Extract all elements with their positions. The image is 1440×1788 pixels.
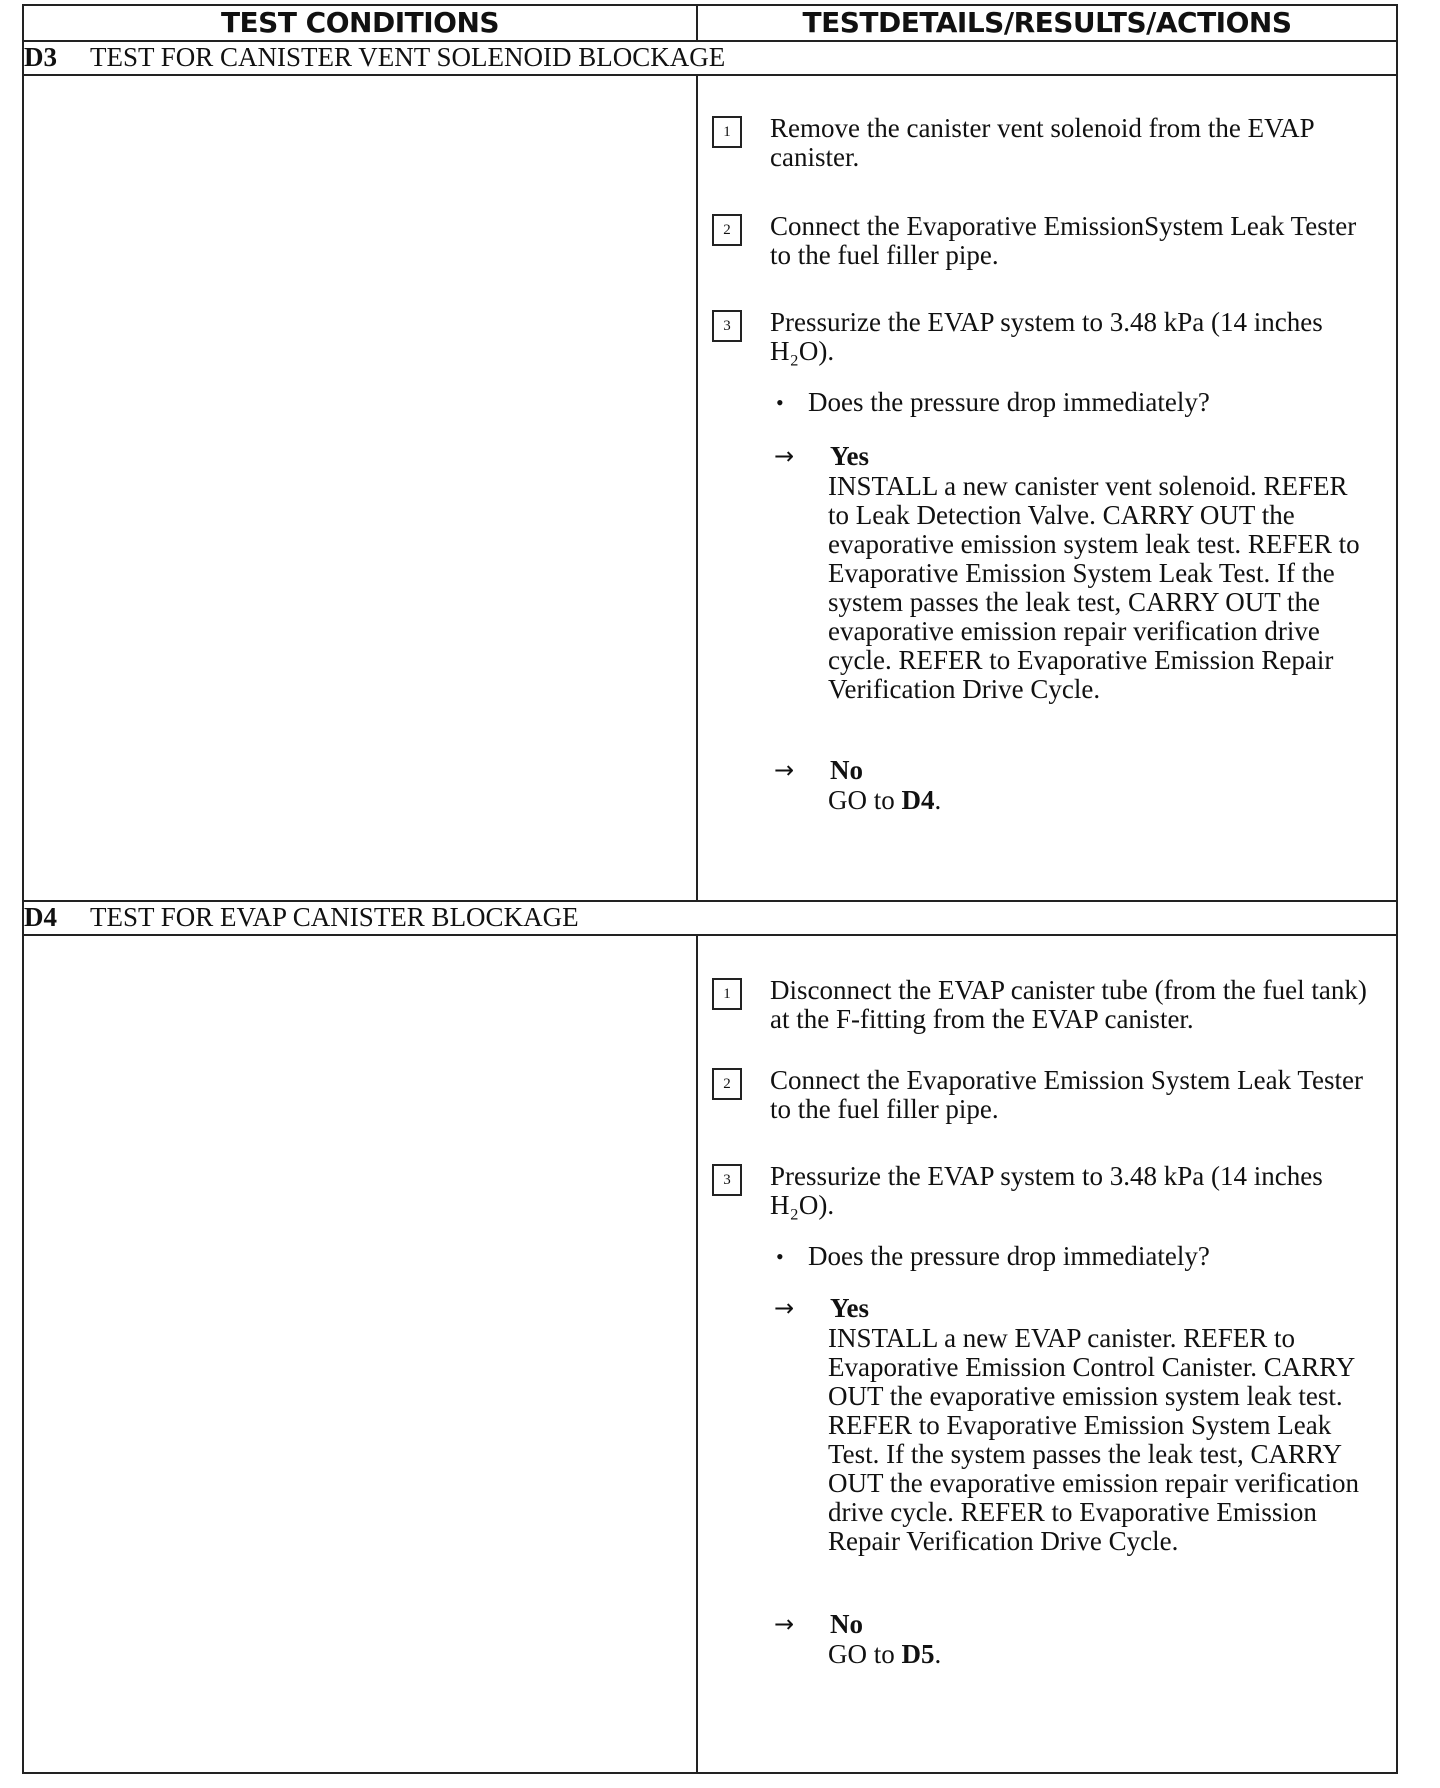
no-suffix: .: [934, 785, 942, 815]
header-test-conditions: TEST CONDITIONS: [23, 5, 697, 41]
step-number-box: 1: [712, 116, 742, 148]
section-header-d4: [23, 901, 1397, 935]
step-text: Disconnect the EVAP canister tube (from the fuel tank) at the F-fitting from the EVAP canister.: [770, 975, 1367, 1034]
section-code: D3: [24, 42, 57, 72]
no-label: No: [830, 755, 863, 785]
question-text: Does the pressure drop immediately?: [808, 387, 1210, 417]
yes-action-text: INSTALL a new canister vent solenoid. REFER to Leak Detection Valve. CARRY OUT the evaporative emission system leak test. REFER to Evaporative Emission System Leak Test. If the system passes the leak test, CARRY OUT the evaporative emission repair verification drive cycle. REFER to Evaporative Emission Repair Verification Drive Cycle.: [828, 471, 1360, 704]
yes-label: Yes: [830, 441, 869, 471]
no-action-text: [828, 1640, 1368, 1669]
test-details-cell: [697, 75, 1397, 901]
section-code: D4: [24, 902, 57, 932]
section-title: TEST FOR CANISTER VENT SOLENOID BLOCKAGE: [90, 42, 726, 72]
arrow-right-icon: →: [774, 1610, 795, 1638]
section-body-d4: [23, 935, 1397, 1773]
no-prefix: GO to: [828, 785, 895, 815]
test-table: [22, 4, 1398, 1774]
bullet-icon: •: [776, 390, 784, 415]
yes-label: Yes: [830, 1293, 869, 1323]
no-action-text: [828, 786, 1368, 815]
step-number-box: 2: [712, 214, 742, 246]
step-text: Pressurize the EVAP system to 3.48 kPa (14 inches H₂O).: [770, 1161, 1323, 1220]
step-number-box: 3: [712, 1164, 742, 1196]
step-number-box: 2: [712, 1068, 742, 1100]
header-test-details: TESTDETAILS/RESULTS/ACTIONS: [697, 5, 1397, 41]
goto-target: D5: [901, 1639, 935, 1669]
step-number-box: 1: [712, 978, 742, 1010]
test-conditions-cell: [23, 75, 697, 901]
arrow-right-icon: →: [774, 1294, 795, 1322]
step-text: Connect the Evaporative Emission System Leak Tester to the fuel filler pipe.: [770, 1065, 1363, 1124]
step-text: Remove the canister vent solenoid from the EVAP canister.: [770, 113, 1314, 172]
test-conditions-cell: [23, 935, 697, 1773]
no-suffix: .: [934, 1639, 942, 1669]
question-text: Does the pressure drop immediately?: [808, 1241, 1210, 1271]
table-header-row: [23, 5, 1397, 41]
arrow-right-icon: →: [774, 442, 795, 470]
no-prefix: GO to: [828, 1639, 895, 1669]
no-label: No: [830, 1609, 863, 1639]
bullet-icon: •: [776, 1244, 784, 1269]
document-page: [22, 4, 1396, 1774]
section-header-d3: [23, 41, 1397, 75]
yes-action-text: INSTALL a new EVAP canister. REFER to Evaporative Emission Control Canister. CARRY OUT the evaporative emission system leak test. REFER to Evaporative Emission System Leak Test. If the system passes the leak test, CARRY OUT the evaporative emission repair verification drive cycle. REFER to Evaporative Emission Repair Verification Drive Cycle.: [828, 1323, 1360, 1556]
step-text: Pressurize the EVAP system to 3.48 kPa (14 inches H₂O).: [770, 307, 1323, 366]
test-details-cell: [697, 935, 1397, 1773]
arrow-right-icon: →: [774, 756, 795, 784]
section-body-d3: [23, 75, 1397, 901]
goto-target: D4: [901, 785, 935, 815]
step-number-box: 3: [712, 310, 742, 342]
section-title: TEST FOR EVAP CANISTER BLOCKAGE: [90, 902, 579, 932]
step-text: Connect the Evaporative EmissionSystem Leak Tester to the fuel filler pipe.: [770, 211, 1357, 270]
